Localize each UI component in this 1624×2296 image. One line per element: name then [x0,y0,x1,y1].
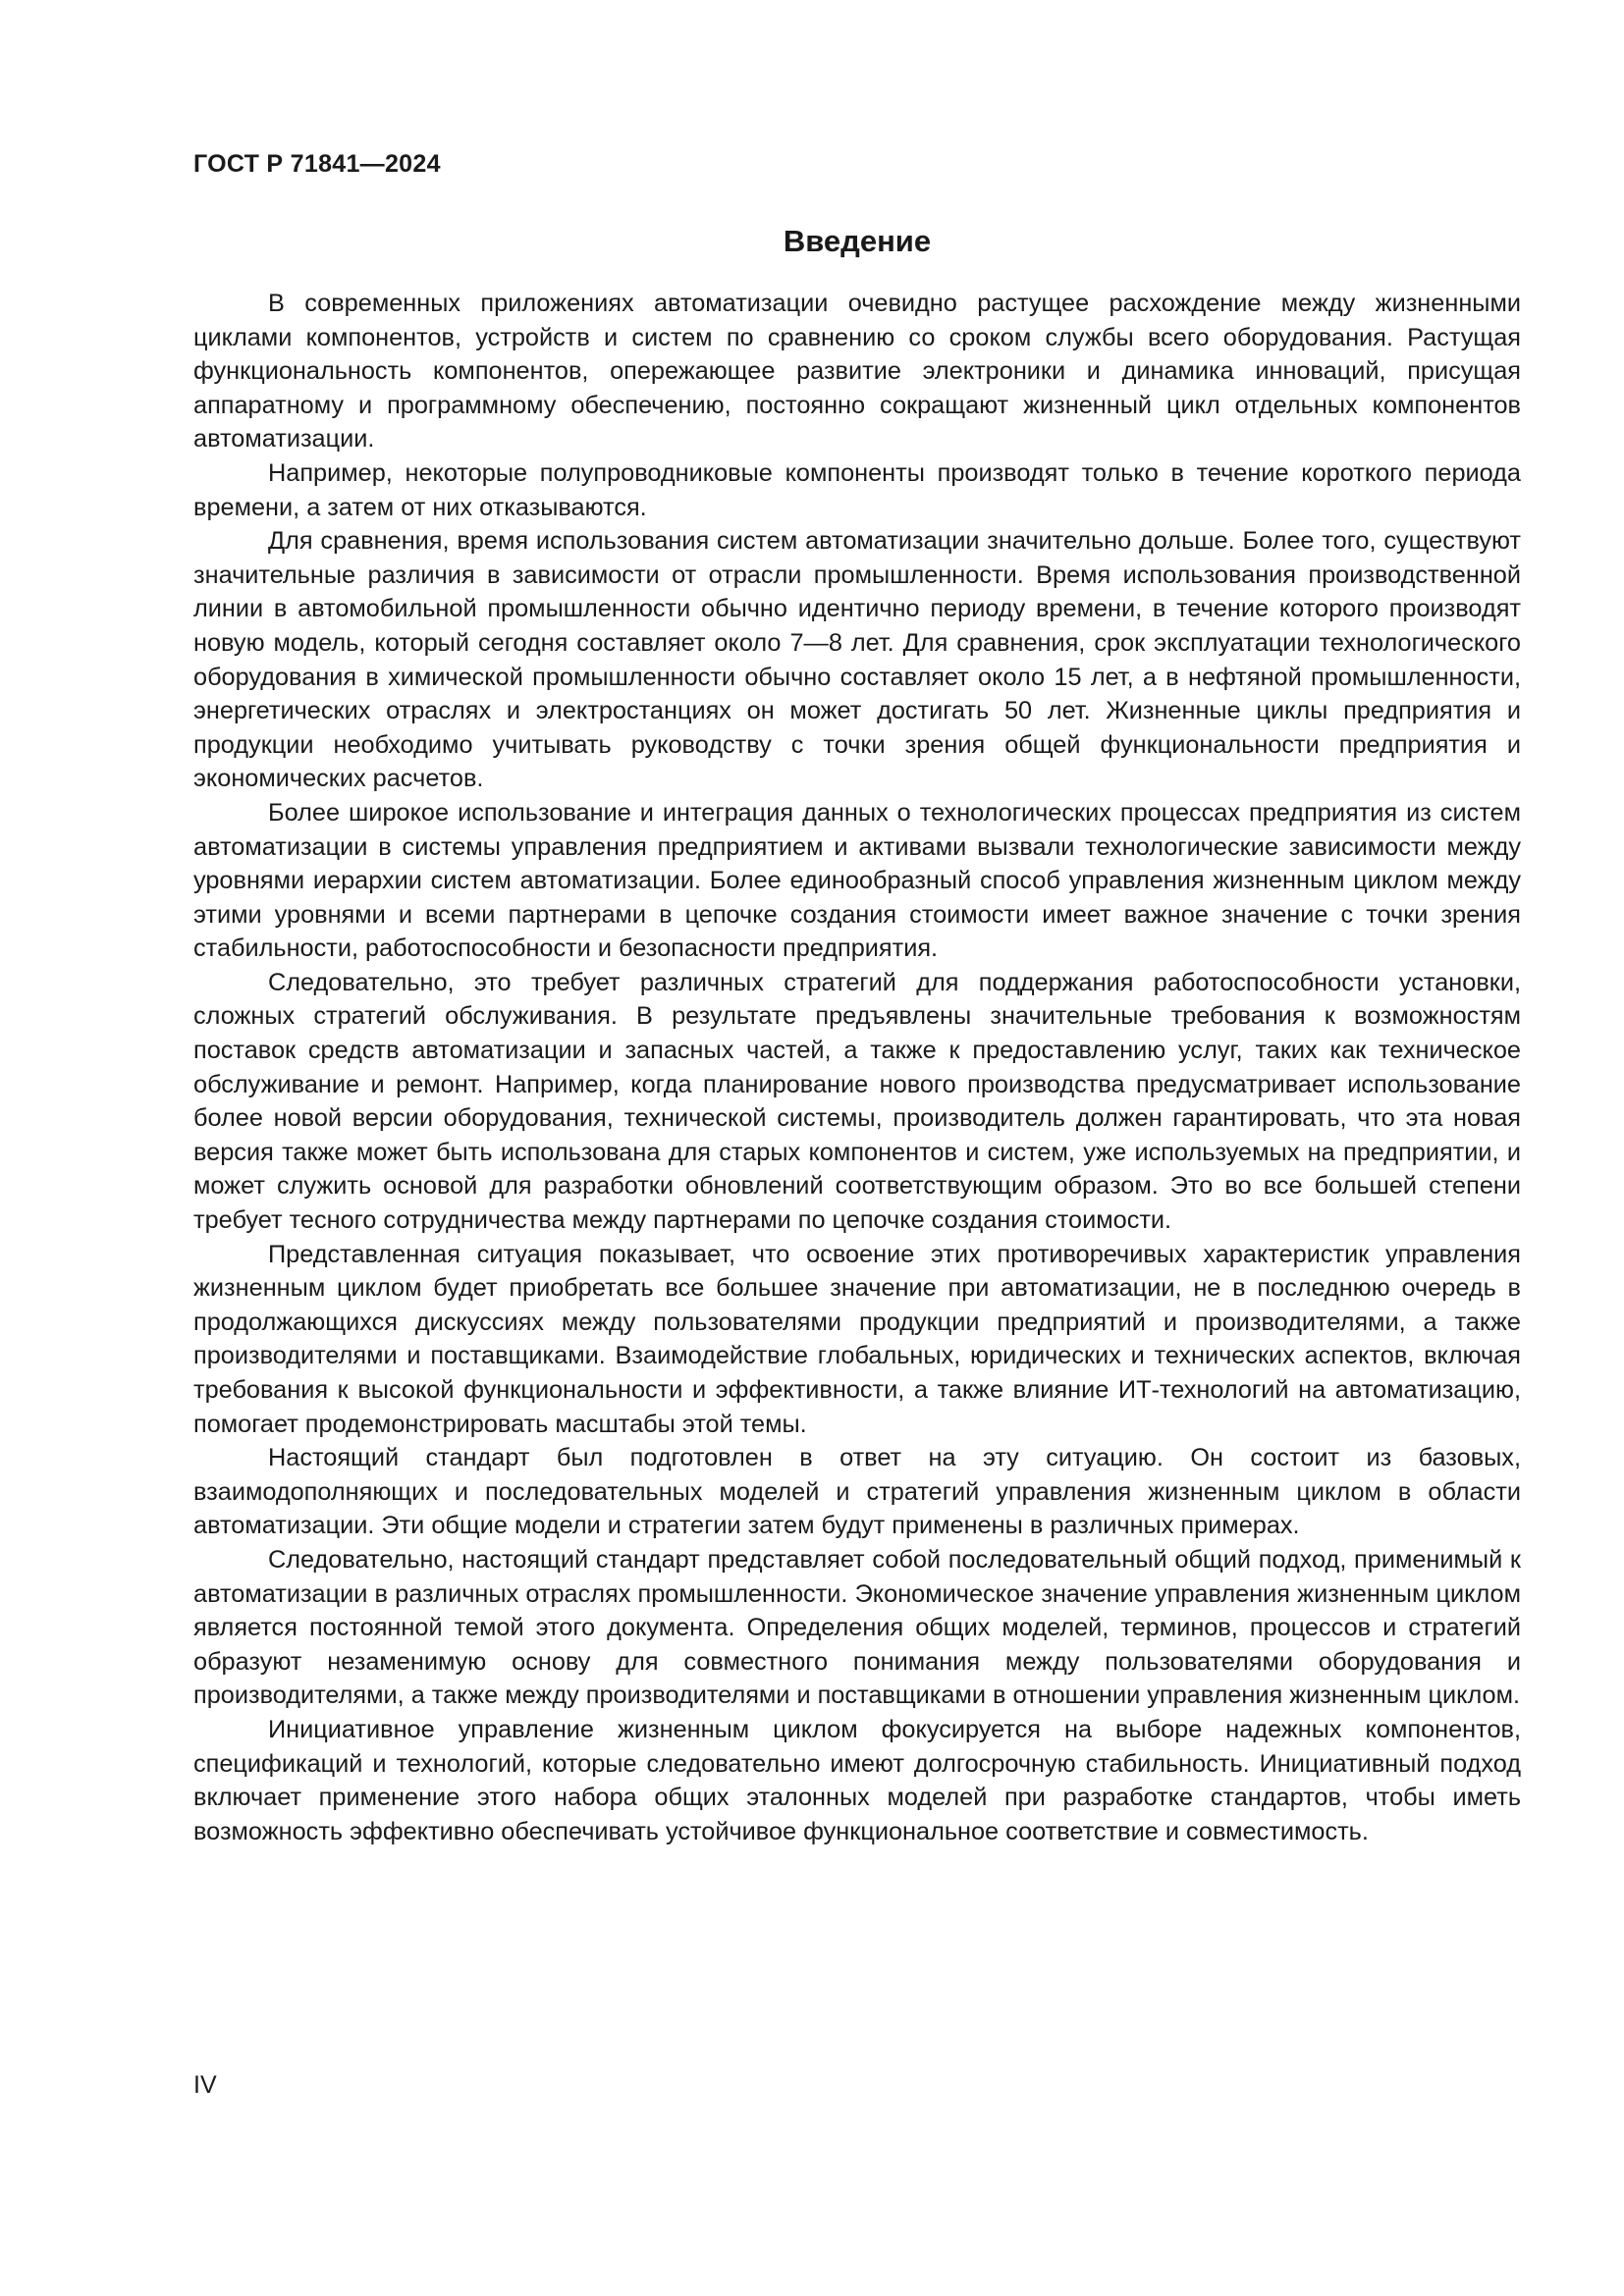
paragraph: В современных приложениях автоматизации очевидно растущее расхождение между жизненными циклами компонентов, устройств и систем по сравнению со сроком службы всего оборудования. Растущая функциональность компонентов, опережающее развитие электроники и динамика инноваций, присущая аппаратному и программному обеспечению, постоянно сокращают жизненный цикл отдельных компонентов автоматизации. [193,290,1521,454]
document-header: ГОСТ Р 71841—2024 [193,150,441,178]
paragraph: Следовательно, настоящий стандарт представляет собой последовательный общий подход, применимый к автоматизации в различных отраслях промышленности. Экономическое значение управления жизненным циклом является постоянной темой этого документа. Определения общих моделей, терминов, процессов и стратегий образуют незаменимую основу для совместного понимания между пользователями оборудования и производителями, а также между производителями и поставщиками в отношении управления жизненным циклом. [193,1545,1521,1710]
paragraph: Например, некоторые полупроводниковые компоненты производят только в течение короткого периода времени, а затем от них отказываются. [193,458,1521,521]
page-number: IV [193,2071,217,2099]
paragraph: Следовательно, это требует различных стратегий для поддержания работоспособности установки, сложных стратегий обслуживания. В результате предъявлены значительные требования к возможностям поставок средств автоматизации и запасных частей, а также к предоставлению услуг, таких как техническое обслуживание и ремонт. Например, когда планирование нового производства предусматривает использование более новой версии оборудования, технической системы, производитель должен гарантировать, что эта новая версия также может быть использована для старых компонентов и систем, уже используемых на предприятии, и может служить основой для разработки обновлений соответствующим образом. Это во все большей степени требует тесного сотрудничества между партнерами по цепочке создания стоимости. [193,968,1521,1235]
page-title: Введение [783,224,932,258]
paragraph: Настоящий стандарт был подготовлен в ответ на эту ситуацию. Он состоит из базовых, взаимодополняющих и последовательных моделей и стратегий управления жизненным циклом в области автоматизации. Эти общие модели и стратегии затем будут применены в различных примерах. [193,1444,1521,1540]
paragraph: Для сравнения, время использования систем автоматизации значительно дольше. Более того, существуют значительные различия в зависимости от отрасли промышленности. Время использования производственной линии в автомобильной промышленности обычно идентично периоду времени, в течение которого производят новую модель, который сегодня составляет около 7—8 лет. Для сравнения, срок эксплуатации технологического оборудования в химической промышленности обычно составляет около 15 лет, а в нефтяной промышленности, энергетических отраслях и электростанциях он может достигать 50 лет. Жизненные циклы предприятия и продукции необходимо учитывать руководству с точки зрения общей функциональности предприятия и экономических расчетов. [193,527,1521,793]
paragraph: Более широкое использование и интеграция данных о технологических процессах предприятия из систем автоматизации в системы управления предприятием и активами вызвали технологические зависимости между уровнями иерархии систем автоматизации. Более единообразный способ управления жизненным циклом между этими уровнями и всеми партнерами в цепочке создания стоимости имеет важное значение с точки зрения стабильности, работоспособности и безопасности предприятия. [193,798,1521,963]
document-body [193,287,1521,1848]
paragraph: Представленная ситуация показывает, что освоение этих противоречивых характеристик управления жизненным циклом будет приобретать все большее значение при автоматизации, не в последнюю очередь в продолжающихся дискуссиях между пользователями продукции предприятий и производителями, а также производителями и поставщиками. Взаимодействие глобальных, юридических и технических аспектов, включая требования к высокой функциональности и эффективности, а также влияние ИТ-технологий на автоматизацию, помогает продемонстрировать масштабы этой темы. [193,1240,1521,1438]
paragraph: Инициативное управление жизненным циклом фокусируется на выборе надежных компонентов, спецификаций и технологий, которые следовательно имеют долгосрочную стабильность. Инициативный подход включает применение этого набора общих эталонных моделей при разработке стандартов, чтобы иметь возможность эффективно обеспечивать устойчивое функциональное соответствие и совместимость. [193,1715,1521,1845]
